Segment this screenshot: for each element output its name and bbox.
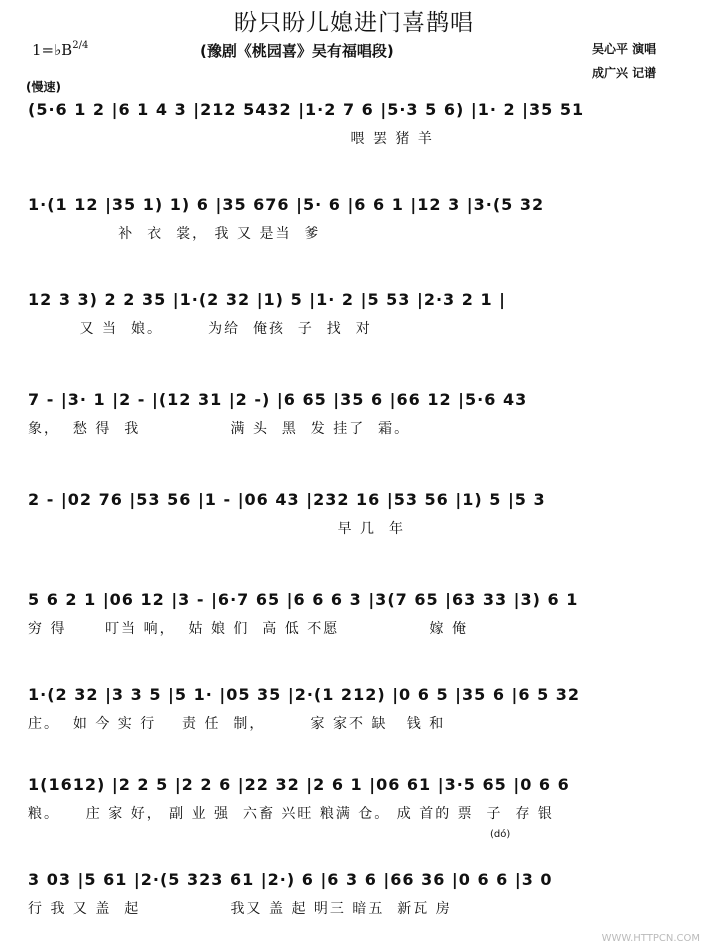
notation-line: 1(1612) |2 2 5 |2 2 6 |22 32 |2 6 1 |06 61 |3·5 65 |0 6 6 [28, 775, 570, 794]
score-line [28, 775, 688, 837]
notation-line: 7 - |3· 1 |2 - |(12 31 |2 -) |6 65 |35 6 |66 12 |5·6 43 [28, 390, 528, 409]
key-label: 1=♭B [32, 41, 73, 59]
time-signature: 2/4 [72, 40, 89, 51]
notation-line: 12 3 3) 2 2 35 |1·(2 32 |1) 5 |1· 2 |5 53 |2·3 2 1 | [28, 290, 506, 309]
lyrics-line: 粮。 庄 家 好， 副 业 强 六畜 兴旺 粮满 仓。 成 首的 票 子 存 银 [28, 806, 554, 822]
tempo-marking: (慢速) [26, 80, 61, 94]
score-line [28, 195, 688, 257]
lyrics-line: 早 几 年 [28, 521, 405, 537]
transcriber-credit: 成广兴 记谱 [592, 66, 657, 80]
watermark: WWW.HTTPCN.COM [601, 933, 700, 944]
notation-line: 2 - |02 76 |53 56 |1 - |06 43 |232 16 |53 56 |1) 5 |5 3 [28, 490, 546, 509]
lyrics-line: 庄。 如 今 实 行 责 任 制， 家 家不 缺 钱 和 [28, 716, 446, 732]
lyrics-line: 补 衣 裳， 我 又 是当 爹 [28, 226, 321, 242]
notation-line: 3 03 |5 61 |2·(5 323 61 |2·) 6 |6 3 6 |66 36 |0 6 6 |3 0 [28, 870, 553, 889]
notation-line: 5 6 2 1 |06 12 |3 - |6·7 65 |6 6 6 3 |3(7 65 |63 33 |3) 6 1 [28, 590, 579, 609]
score-line [28, 490, 688, 552]
lyrics-line: 象， 愁 得 我 满 头 黑 发 挂了 霜。 [28, 421, 411, 437]
score-line [28, 870, 688, 932]
notation-line: (5·6 1 2 |6 1 4 3 |212 5432 |1·2 7 6 |5·3 5 6) |1· 2 |35 51 [28, 100, 585, 119]
score-line [28, 685, 688, 747]
score-line [28, 100, 688, 162]
score-line [28, 290, 688, 352]
notation-line: 1·(2 32 |3 3 5 |5 1· |05 35 |2·(1 212) |0 6 5 |35 6 |6 5 32 [28, 685, 581, 704]
pronunciation-note: (dó) [490, 829, 511, 840]
singer-credit: 吴心平 演唱 [592, 42, 657, 56]
lyrics-line: 喂 罢 猪 羊 [28, 131, 434, 147]
score-line [28, 590, 688, 652]
score-line [28, 390, 688, 452]
lyrics-line: 又 当 娘。 为给 俺孩 子 找 对 [28, 321, 372, 337]
lyrics-line: 穷 得 叮当 响， 姑 娘 们 高 低 不愿 嫁 俺 [28, 621, 468, 637]
notation-line: 1·(1 12 |35 1) 1) 6 |35 676 |5· 6 |6 6 1 |12 3 |3·(5 32 [28, 195, 545, 214]
lyrics-line: 行 我 又 盖 起 我又 盖 起 明三 暗五 新瓦 房 [28, 901, 452, 917]
song-title: 盼只盼儿媳进门喜鹊唱 [234, 10, 474, 36]
key-signature [32, 40, 88, 59]
song-subtitle: (豫剧《桃园喜》吴有福唱段) [200, 42, 394, 60]
